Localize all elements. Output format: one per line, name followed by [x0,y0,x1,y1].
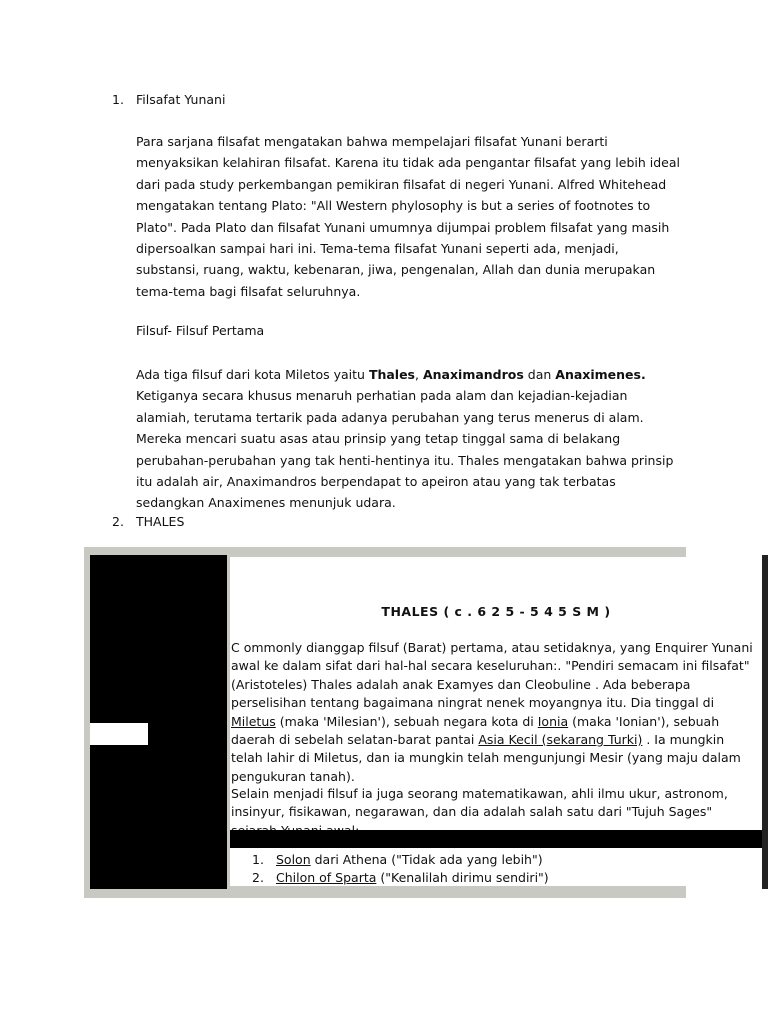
sages-list-area [230,848,762,886]
list-number: 2. [252,870,264,885]
section-heading-1 [112,92,225,108]
list-number: 1. [252,852,264,867]
list-item [252,869,549,887]
thales-name: Thales [368,367,416,382]
text-run: Ketiganya secara khusus menaruh perhatian pada alam dan kejadian-kejadian alamiah, terutama tertarik pada adanya perubahan yang terus menerus di alam. Mereka mencari suatu asas atau prinsip yang tetap tinggal sama di belakang perubahan-perubahan yang tak henti-hentinya itu. Thales mengatakan bahwa prinsip itu adalah air, Anaximandros berpendapat to apeiron atau yang tak terbatas sedangkan Anaximenes menunjuk udara. [136,388,674,511]
miletus-link[interactable]: Miletus [231,713,276,729]
sages-list [252,851,549,887]
list-item [252,851,549,869]
black-band [230,830,762,848]
anaximandros-name: Anaximandros [422,367,524,382]
text-run: . Ia mungkin telah lahir di Miletus, dan ia mungkin telah mengunjungi Mesir (yang maju dalam pengukuran tanah). [231,732,741,784]
list-text: ("Kenalilah dirimu sendiri") [376,870,549,885]
section-heading-2 [112,514,184,530]
section-title: Filsafat Yunani [136,92,226,107]
ionia-link[interactable]: Ionia [537,713,569,729]
text-run: C ommonly dianggap filsuf (Barat) pertama, atau setidaknya, yang Enquirer Yunani awal ke dalam sifat dari hal-hal secara keseluruhan:. "Pendiri semacam ini filsafat" (Aristoteles) Thales adalah anak Examyes dan Cleobuline . Ada beberapa perselisihan tentang bagaimana ningrat nenek moyangnya itu. Dia tinggal di [231,640,753,711]
section-number: 1. [112,92,124,107]
white-strip [90,723,148,745]
asia-kecil-link[interactable]: Asia Kecil (sekarang Turki) [478,732,643,748]
text-run: Ada tiga filsuf dari kota Miletos yaitu [136,367,369,382]
left-black-bar [90,555,227,889]
embedded-paragraph-2: Selain menjadi filsuf ia juga seorang matematikawan, ahli ilmu ukur, astronom, insinyur, fisikawan, negarawan, dan dia adalah salah satu dari "Tujuh Sages" [231,786,728,820]
embedded-screenshot [84,547,753,898]
chilon-link[interactable]: Chilon of Sparta [276,870,377,885]
text-run: (maka 'Milesian'), sebuah negara kota di [275,713,538,729]
text-run: (maka 'Ionian'), sebuah daerah di sebelah selatan-barat pantai [231,713,720,748]
intro-paragraph: Para sarjana filsafat mengatakan bahwa mempelajari filsafat Yunani berarti menyaksikan kelahiran filsafat. Karena itu tidak ada pengantar filsafat yang lebih ideal dari pada study perkembangan pemikiran filsafat di negeri Yunani. Alfred Whitehead mengatakan tentang Plato: "All Western phylosophy is but a series of footnotes to Plato". Pada Plato dan filsafat Yunani umumnya dijumpai problem filsafat yang masih dipersoalkan sampai hari ini. Tema-tema filsafat Yunani seperti ada, menjadi, substansi, ruang, waktu, kebenaran, jiwa, pengenalan, Allah dan dunia merupakan tema-tema bagi filsafat seluruhnya. [136,134,680,299]
right-edge [762,555,768,889]
anaximenes-name: Anaximenes. [555,367,646,382]
subheading: Filsuf- Filsuf Pertama [136,323,265,338]
filsuf-paragraph [136,364,681,514]
list-text: dari Athena ("Tidak ada yang lebih") [310,852,543,867]
section-number: 2. [112,514,124,529]
text-run: , [415,367,423,382]
embedded-title: THALES ( c . 6 2 5 - 5 4 5 S M ) [381,604,611,619]
embedded-content [230,557,762,842]
solon-link[interactable]: Solon [276,852,311,867]
embedded-paragraph-1 [231,639,759,786]
text-run: dan [523,367,556,382]
section-title: THALES [136,514,185,529]
